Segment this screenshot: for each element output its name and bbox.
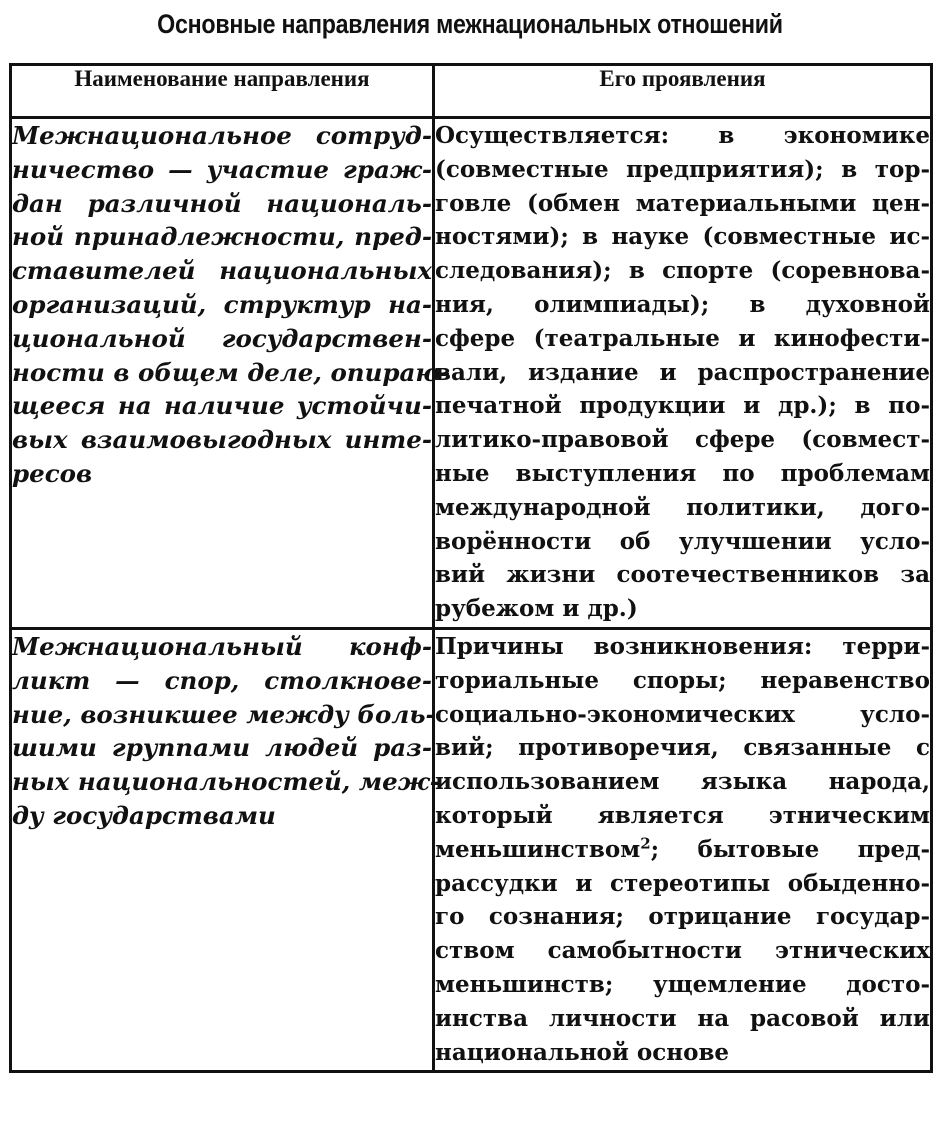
text-line: го сознания; отрицание государ-	[435, 903, 930, 931]
text-line: социально-экономических усло-	[435, 700, 930, 728]
text-fragment: меньшинством	[435, 835, 641, 863]
text-fragment: ; бытовые пред-	[650, 835, 930, 863]
text-line: дан различной националь-	[12, 188, 432, 218]
column-header-manifestations: Его проявления	[434, 65, 932, 118]
text-line: ные выступления по проблемам	[435, 459, 930, 487]
table-row-conflict	[11, 629, 932, 1072]
text-line: который является этническим	[435, 801, 930, 829]
text-line: международной политики, дого-	[435, 493, 930, 521]
text-line: ничество — участие граж-	[12, 154, 432, 184]
text-line: ликт — спор, столкнове-	[12, 665, 432, 695]
text-line: вий жизни соотечественников за	[435, 561, 930, 589]
relations-table	[9, 63, 933, 1073]
text-line-with-footnote	[435, 833, 930, 867]
footnote-marker[interactable]: 2	[640, 834, 651, 853]
text-line: циональной государствен-	[12, 323, 432, 353]
text-line: ставителей национальных	[12, 256, 432, 286]
text-line: инства личности на расовой или	[435, 1004, 930, 1032]
text-line: печатной продукции и др.); в по-	[435, 392, 930, 420]
text-line: ресов	[12, 458, 93, 488]
text-line: Межнациональное сотруд-	[12, 121, 432, 150]
text-line: ной принадлежности, пред-	[12, 222, 432, 252]
text-line: ние, возникшее между боль-	[12, 699, 436, 729]
table-row-cooperation	[11, 118, 932, 629]
text-line: ториальные споры; неравенство	[435, 666, 930, 694]
page-title: Основные направления межнациональных отношений	[157, 9, 783, 39]
text-line: вий; противоречия, связанные с	[435, 734, 930, 762]
text-line: шими группами людей раз-	[12, 733, 432, 763]
text-line: Причины возникновения: терри-	[435, 633, 930, 660]
text-line: ворённости об улучшении усло-	[435, 527, 930, 555]
text-line: ности в общем деле, опираю-	[12, 357, 451, 387]
text-line: Осуществляется: в экономике	[435, 122, 930, 149]
text-line: следования); в спорте (соревнова-	[435, 257, 930, 285]
table-header-row	[11, 65, 932, 118]
text-line: говле (обмен материальными цен-	[435, 189, 930, 217]
text-line: национальной основе	[435, 1038, 730, 1066]
text-line: ностями); в науке (совместные ис-	[435, 223, 930, 251]
text-line: литико-правовой сфере (совмест-	[435, 426, 930, 454]
text-line: рубежом и др.)	[435, 595, 638, 623]
text-line: Межнациональный конф-	[12, 632, 432, 661]
text-line: сфере (театральные и кинофести-	[435, 324, 930, 352]
text-line: ду государствами	[12, 800, 276, 830]
text-line: щееся на наличие устойчи-	[12, 391, 432, 421]
text-line: ния, олимпиады); в духовной	[435, 290, 930, 318]
text-line: вали, издание и распространение	[435, 358, 930, 386]
text-line: ных национальностей, меж-	[12, 767, 440, 797]
column-header-direction: Наименование направления	[11, 65, 434, 118]
text-line: ством самобытности этнических	[435, 937, 930, 965]
term-cell-cooperation	[11, 118, 451, 629]
description-cell-conflict	[434, 629, 932, 1072]
text-line: (совместные предприятия); в тор-	[435, 155, 930, 183]
text-line: меньшинств; ущемление досто-	[435, 970, 930, 998]
text-line: организаций, структур на-	[12, 289, 432, 319]
text-line: рассудки и стереотипы обыденно-	[435, 869, 930, 897]
text-line: использованием языка народа,	[435, 768, 930, 796]
term-cell-conflict	[11, 629, 440, 1072]
text-line: вых взаимовыгодных инте-	[12, 425, 432, 455]
description-cell-cooperation	[434, 118, 932, 629]
